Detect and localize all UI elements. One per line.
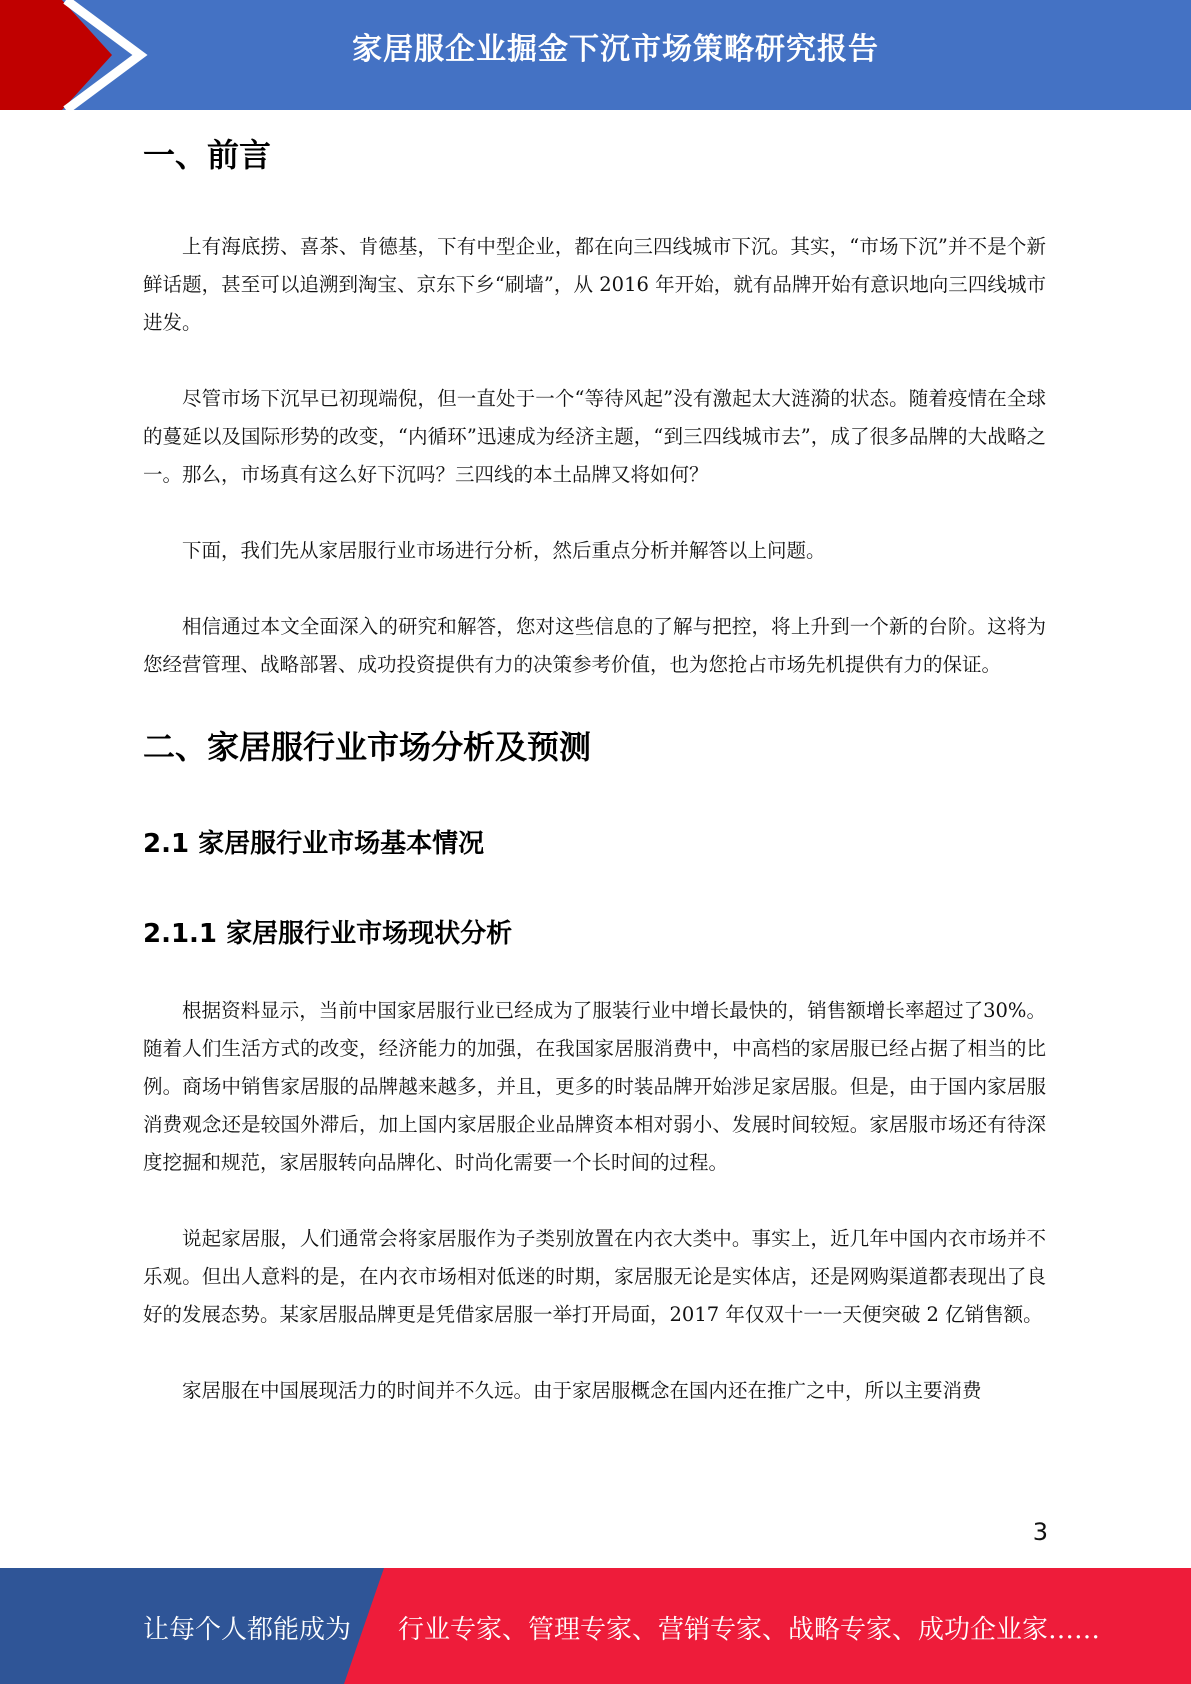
- paragraph: 相信通过本文全面深入的研究和解答，您对这些信息的了解与把控，将上升到一个新的台阶。这将为您经营管理、战略部署、成功投资提供有力的决策参考价值，也为您抢占市场先机提供有力的保证。: [143, 615, 1046, 676]
- section-heading-preface: 一、前言: [143, 136, 272, 174]
- header-banner: [0, 0, 1191, 110]
- footer-banner: [0, 1568, 1191, 1684]
- page-number: 3: [1032, 1518, 1048, 1546]
- subsection-heading-2-1: 2.1 家居服行业市场基本情况: [143, 829, 485, 859]
- paragraph: 下面，我们先从家居服行业市场进行分析，然后重点分析并解答以上问题。: [182, 539, 826, 562]
- report-title: 家居服企业掘金下沉市场策略研究报告: [352, 32, 879, 67]
- paragraph: 家居服在中国展现活力的时间并不久远。由于家居服概念在国内还在推广之中，所以主要消费: [182, 1379, 982, 1402]
- footer-slogan-left: 让每个人都能成为: [143, 1615, 352, 1645]
- paragraph: 说起家居服，人们通常会将家居服作为子类别放置在内衣大类中。事实上，近几年中国内衣市场并不乐观。但出人意料的是，在内衣市场相对低迷的时期，家居服无论是实体店，还是网购渠道都表现出了良好的发展态势。某家居服品牌更是凭借家居服一举打开局面，2017 年仅双十一一天便突破 2 亿销售额。: [143, 1227, 1046, 1326]
- paragraph: 上有海底捞、喜茶、肯德基，下有中型企业，都在向三四线城市下沉。其实，“市场下沉”并不是个新鲜话题，甚至可以追溯到淘宝、京东下乡“刷墙”，从 2016 年开始，就有品牌开始有意识地向三四线城市进发。: [143, 235, 1046, 334]
- paragraph: 根据资料显示，当前中国家居服行业已经成为了服装行业中增长最快的，销售额增长率超过了30%。随着人们生活方式的改变，经济能力的加强，在我国家居服消费中，中高档的家居服已经占据了相当的比例。商场中销售家居服的品牌越来越多，并且，更多的时装品牌开始涉足家居服。但是，由于国内家居服消费观念还是较国外滞后，加上国内家居服企业品牌资本相对弱小、发展时间较短。家居服市场还有待深度挖掘和规范，家居服转向品牌化、时尚化需要一个长时间的过程。: [143, 999, 1046, 1174]
- paragraph: 尽管市场下沉早已初现端倪，但一直处于一个“等待风起”没有激起太大涟漪的状态。随着疫情在全球的蔓延以及国际形势的改变，“内循环”迅速成为经济主题，“到三四线城市去”，成了很多品牌的大战略之一。那么，市场真有这么好下沉吗？三四线的本土品牌又将如何？: [143, 387, 1046, 486]
- page-content: [143, 130, 1046, 1410]
- section-heading-market-analysis: 二、家居服行业市场分析及预测: [143, 728, 592, 766]
- subsection-heading-2-1-1: 2.1.1 家居服行业市场现状分析: [143, 919, 513, 949]
- footer-slogan-right: 行业专家、管理专家、营销专家、战略专家、成功企业家……: [398, 1615, 1101, 1645]
